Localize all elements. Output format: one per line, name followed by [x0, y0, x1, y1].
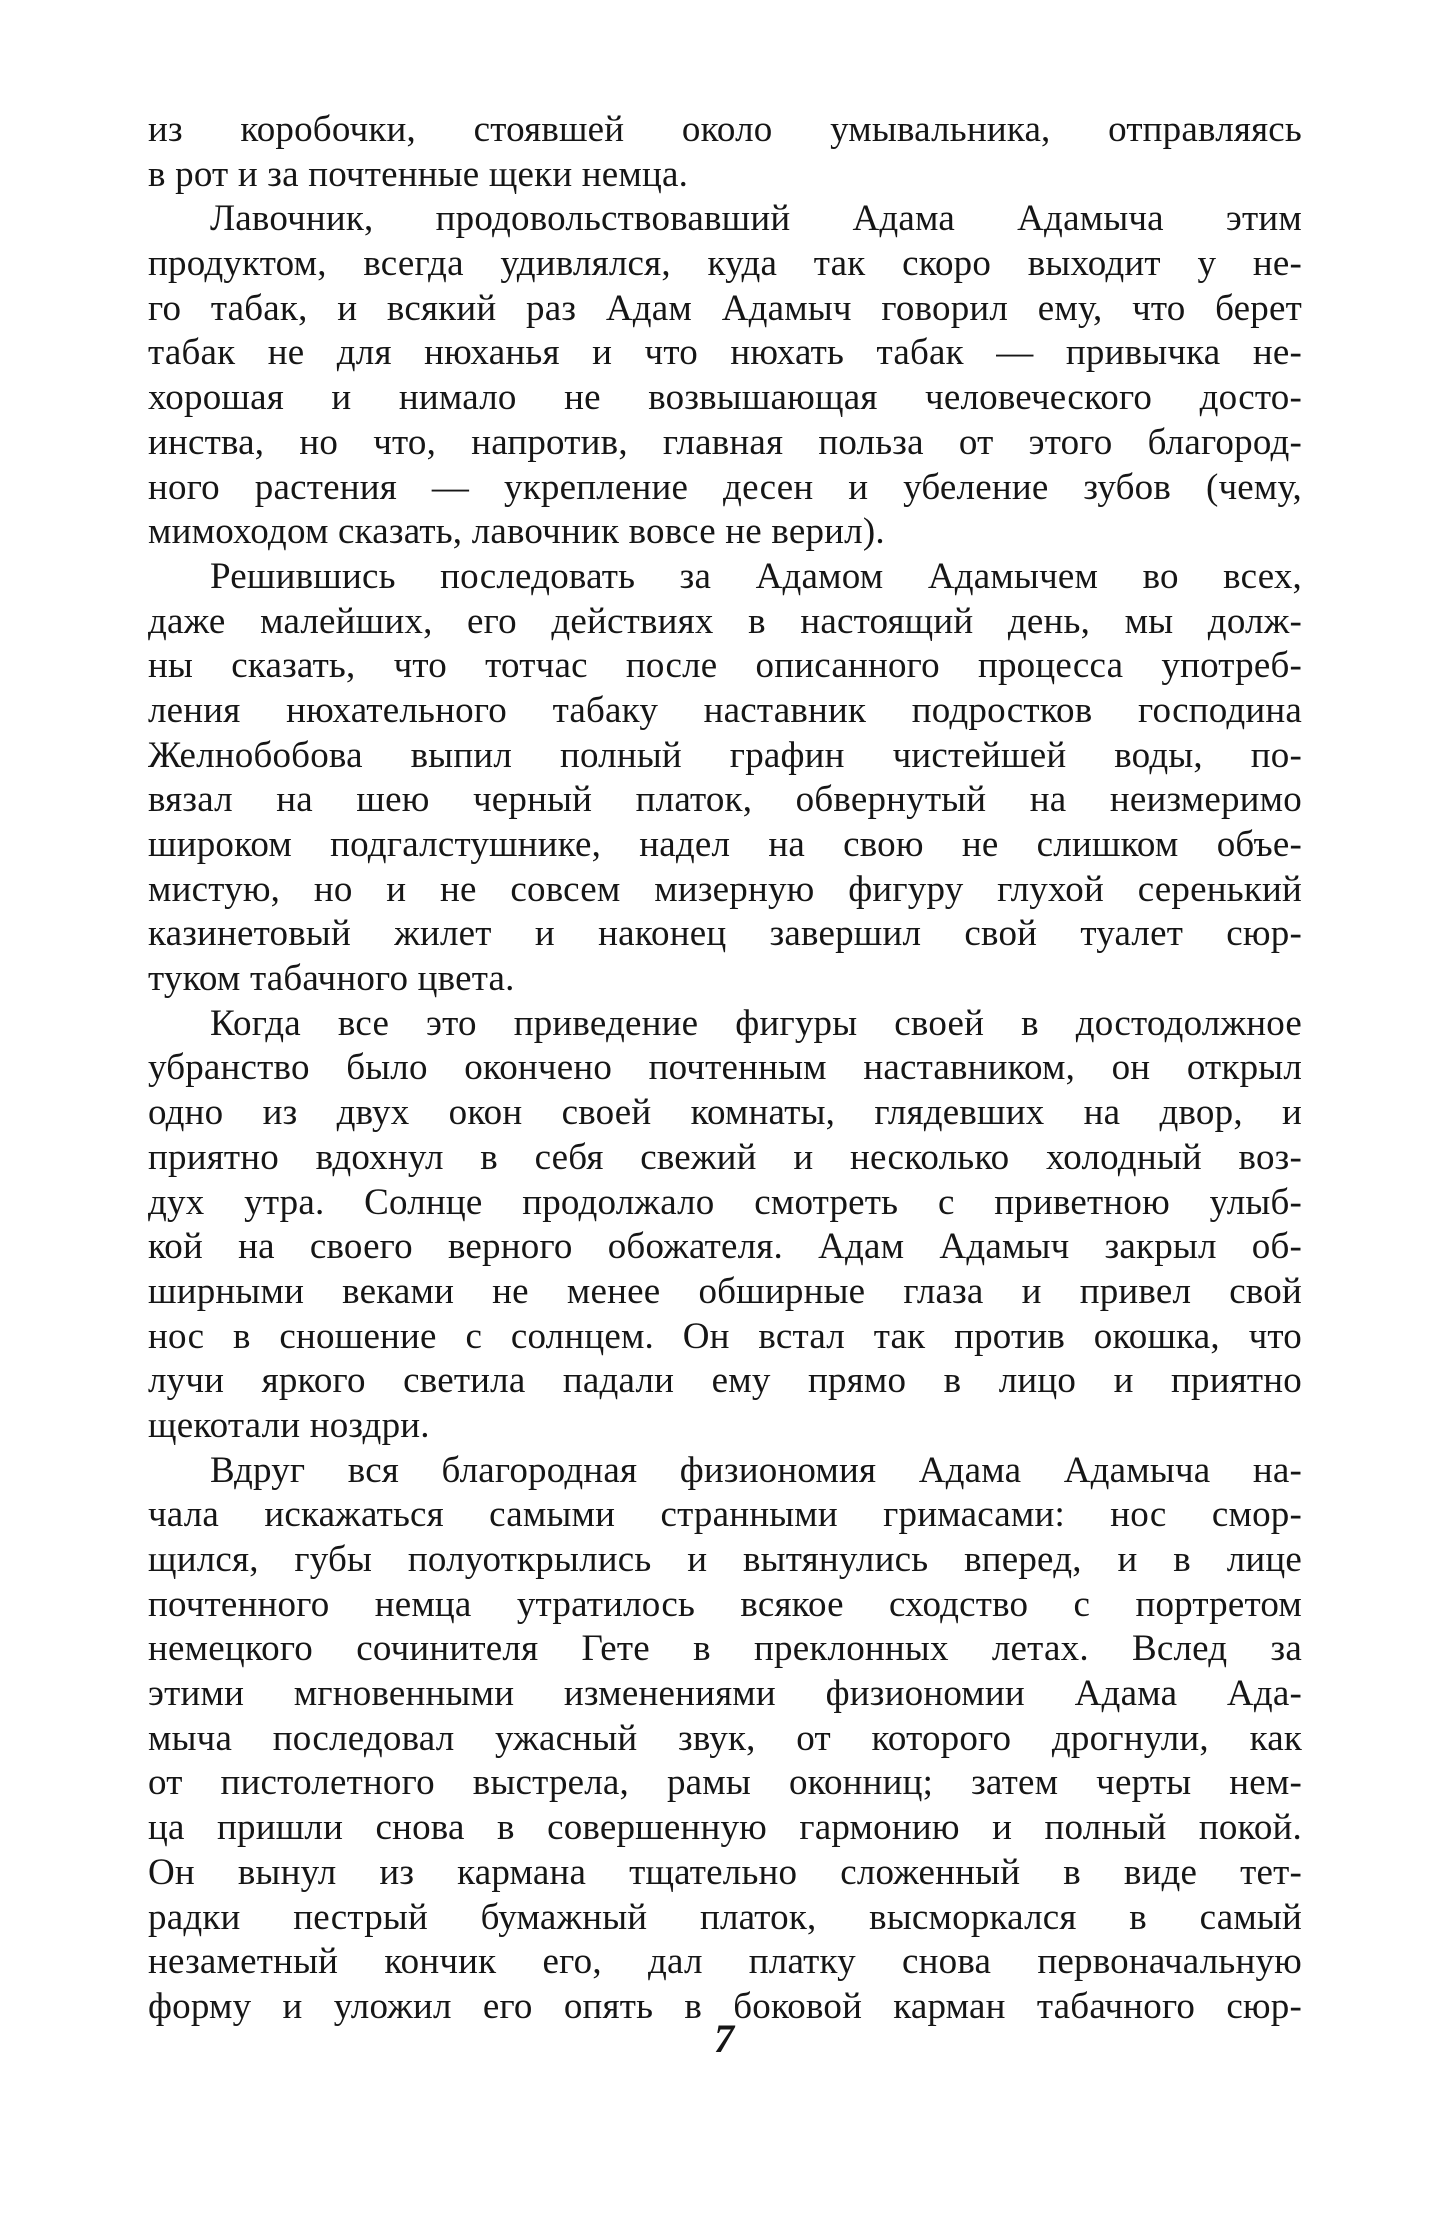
text-line: этими мгновенными изменениями физиономии Адама Ада-	[148, 1673, 1302, 1715]
text-line: инства, но что, напротив, главная польза от этого благород-	[148, 421, 1302, 463]
text-line: форму и уложил его опять в боковой карман табачного сюр-	[148, 1985, 1302, 2027]
text-line: Он вынул из кармана тщательно сложенный в виде тет-	[148, 1851, 1302, 1893]
text-line: хорошая и нимало не возвышающая человеческого досто-	[148, 377, 1302, 419]
text-line: Решившись последовать за Адамом Адамычем во всех,	[210, 555, 1302, 597]
text-line: Желнобобова выпил полный графин чистейшей воды, по-	[148, 734, 1302, 776]
text-line: незаметный кончик его, дал платку снова первоначальную	[148, 1941, 1302, 1983]
text-line: Вдруг вся благородная физиономия Адама Адамыча на-	[210, 1449, 1302, 1491]
text-line: приятно вдохнул в себя свежий и несколько холодный воз-	[148, 1136, 1302, 1178]
text-line: чала искажаться самыми странными гримасами: нос смор-	[148, 1494, 1302, 1536]
text-line: ны сказать, что тотчас после описанного процесса употреб-	[148, 645, 1302, 687]
text-line: ширными веками не менее обширные глаза и привел свой	[148, 1270, 1302, 1312]
text-line: почтенного немца утратилось всякое сходство с портретом	[148, 1583, 1302, 1625]
text-line: дух утра. Солнце продолжало смотреть с приветною улыб-	[148, 1181, 1302, 1223]
text-line: широком подгалстушнике, надел на свою не слишком объе-	[148, 824, 1302, 865]
text-line: лучи яркого светила падали ему прямо в лицо и приятно	[148, 1360, 1302, 1402]
text-line: радки пестрый бумажный платок, высморкался в самый	[148, 1896, 1302, 1938]
text-line: мимоходом сказать, лавочник вовсе не верил).	[148, 511, 885, 553]
text-line: табак не для нюханья и что нюхать табак — привычка не-	[148, 332, 1302, 374]
text-line: вязал на шею черный платок, обвернутый на неизмеримо	[148, 779, 1302, 821]
text-line: немецкого сочинителя Гете в преклонных летах. Вслед за	[148, 1628, 1302, 1670]
text-line: ного растения — укрепление десен и убеление зубов (чему,	[148, 466, 1302, 508]
text-line: кой на своего верного обожателя. Адам Адамыч закрыл об-	[148, 1226, 1302, 1268]
text-line: даже малейших, его действиях в настоящий день, мы долж-	[148, 600, 1302, 642]
text-line: от пистолетного выстрела, рамы оконниц; затем черты нем-	[148, 1762, 1302, 1804]
text-line: туком табачного цвета.	[148, 958, 515, 1000]
text-line: нос в сношение с солнцем. Он встал так против окошка, что	[148, 1315, 1302, 1357]
text-line: Лавочник, продовольствовавший Адама Адамыча этим	[210, 198, 1302, 240]
text-line: в рот и за почтенные щеки немца.	[148, 153, 689, 195]
text-line: щился, губы полуоткрылись и вытянулись вперед, и в лице	[148, 1539, 1302, 1580]
text-line: щекотали ноздри.	[148, 1404, 430, 1446]
text-line: го табак, и всякий раз Адам Адамыч говорил ему, что берет	[148, 287, 1302, 329]
text-line: убранство было окончено почтенным наставником, он открыл	[148, 1047, 1302, 1089]
text-line: мыча последовал ужасный звук, от которого дрогнули, как	[148, 1717, 1302, 1759]
text-line: ца пришли снова в совершенную гармонию и полный покой.	[148, 1807, 1302, 1849]
text-line: одно из двух окон своей комнаты, глядевших на двор, и	[148, 1092, 1302, 1134]
text-line: из коробочки, стоявшей около умывальника, отправляясь	[148, 109, 1302, 150]
text-line: мистую, но и не совсем мизерную фигуру глухой серенький	[148, 868, 1302, 910]
text-line: Когда все это приведение фигуры своей в достодолжное	[210, 1002, 1302, 1044]
page-number: 7	[714, 2016, 734, 2061]
body-text	[148, 108, 1302, 2030]
text-line: ления нюхательного табаку наставник подростков господина	[148, 689, 1302, 731]
text-line: казинетовый жилет и наконец завершил свой туалет сюр-	[148, 913, 1302, 955]
text-line: продуктом, всегда удивлялся, куда так скоро выходит у не-	[148, 243, 1302, 285]
